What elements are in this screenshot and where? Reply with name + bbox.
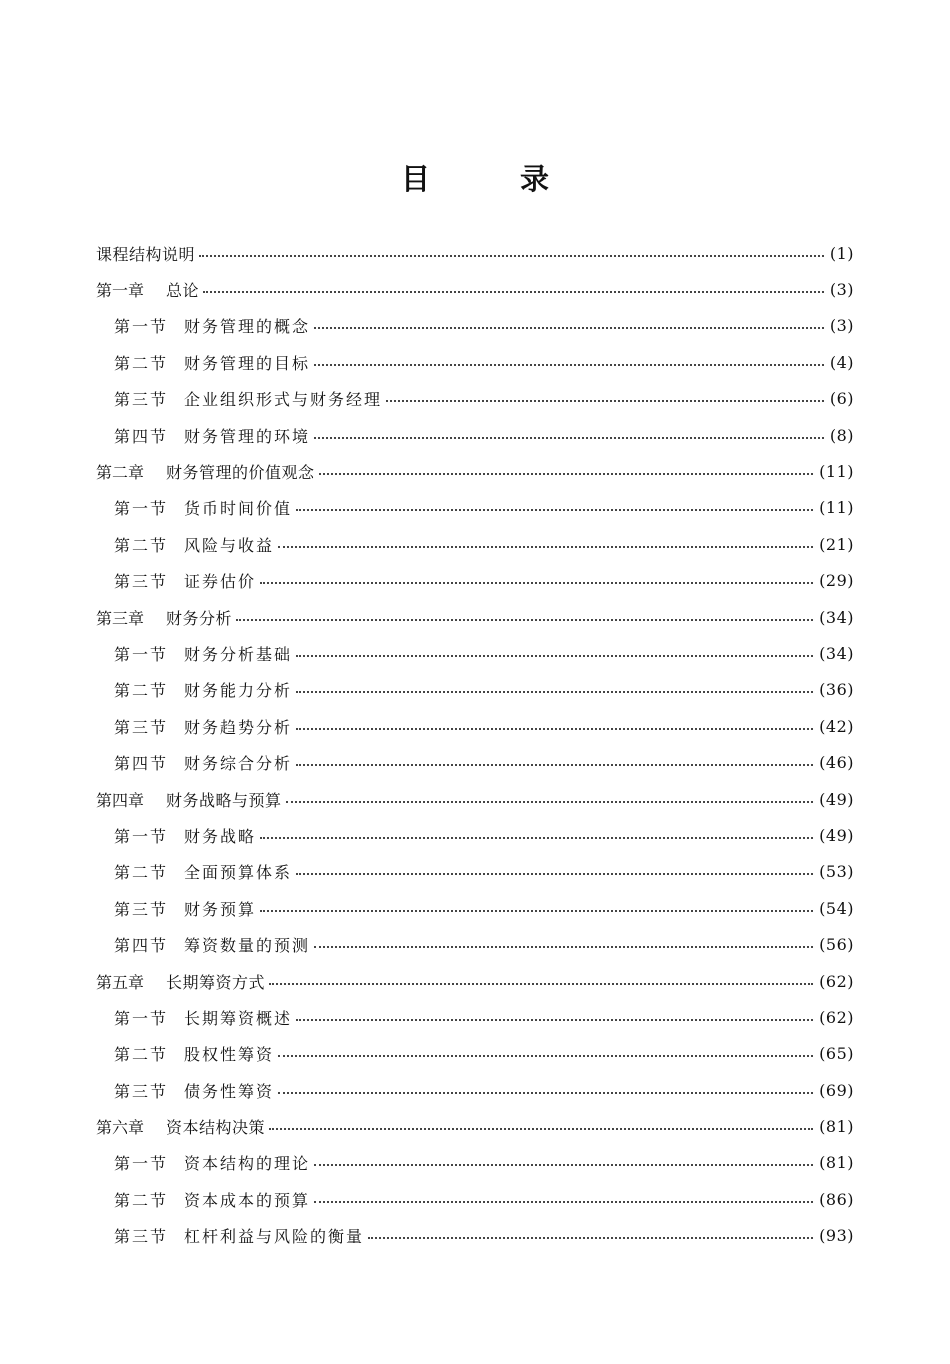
toc-entry-page: (11)	[819, 498, 854, 518]
toc-entry-page: (56)	[819, 935, 854, 955]
toc-entry-title: 总论	[166, 281, 200, 301]
toc-entry-title: 财务能力分析	[184, 681, 293, 701]
toc-entry-title: 财务管理的环境	[184, 426, 311, 446]
toc-entry-title: 财务管理的价值观念	[166, 463, 315, 483]
toc-entry-number: 第二节	[114, 1190, 169, 1210]
toc-section-entry[interactable]	[96, 890, 854, 926]
toc-section-entry[interactable]	[96, 1181, 854, 1217]
toc-entry-page: (46)	[819, 753, 854, 773]
dot-leader	[296, 1018, 813, 1021]
toc-entry-number: 第六章	[96, 1118, 145, 1138]
dot-leader	[286, 800, 814, 803]
toc-entry-title: 财务综合分析	[184, 754, 293, 774]
toc-section-entry[interactable]	[96, 308, 854, 344]
toc-entry-number: 第一章	[96, 281, 145, 301]
dot-leader	[368, 1236, 813, 1239]
toc-entry-page: (3)	[829, 280, 854, 300]
toc-entry-title: 财务分析	[166, 608, 233, 628]
dot-leader	[278, 545, 813, 548]
toc-entry-page: (65)	[819, 1044, 854, 1064]
toc-entry-page: (93)	[819, 1226, 854, 1246]
toc-entry-number: 第一节	[114, 499, 169, 519]
dot-leader	[269, 982, 813, 985]
toc-entry-number: 第一节	[114, 1154, 169, 1174]
dot-leader	[314, 1200, 813, 1203]
toc-entry-title: 股权性筹资	[184, 1045, 275, 1065]
dot-leader	[269, 1127, 813, 1130]
toc-chapter-entry[interactable]	[96, 781, 854, 817]
toc-entry-title: 财务管理的概念	[184, 317, 311, 337]
toc-entry-number: 第二章	[96, 463, 145, 483]
toc-entry-number: 第四节	[114, 426, 169, 446]
toc-entry-page: (3)	[829, 316, 854, 336]
toc-entry-number: 第四节	[114, 936, 169, 956]
dot-leader	[386, 399, 824, 402]
toc-entry-number: 第一节	[114, 826, 169, 846]
toc-entry-number: 第一节	[114, 1008, 169, 1028]
dot-leader	[296, 763, 813, 766]
toc-entry-title: 全面预算体系	[184, 863, 293, 883]
toc-entry-title: 筹资数量的预测	[184, 936, 311, 956]
toc-entry-title: 风险与收益	[184, 535, 275, 555]
dot-leader	[203, 290, 824, 293]
toc-entry-number: 第五章	[96, 972, 145, 992]
toc-entry-page: (81)	[819, 1153, 854, 1173]
toc-section-entry[interactable]	[96, 563, 854, 599]
dot-leader	[260, 836, 813, 839]
toc-entry-page: (86)	[819, 1189, 854, 1209]
toc-section-entry[interactable]	[96, 1036, 854, 1072]
toc-chapter-entry[interactable]	[96, 1108, 854, 1144]
dot-leader	[296, 690, 813, 693]
toc-entry-page: (6)	[829, 389, 854, 409]
toc-entry-number: 第三节	[114, 1081, 169, 1101]
dot-leader	[236, 618, 813, 621]
toc-entry-number: 第三节	[114, 1227, 169, 1247]
toc-chapter-entry[interactable]	[96, 271, 854, 307]
toc-entry-number: 第三节	[114, 390, 169, 410]
dot-leader	[260, 909, 813, 912]
toc-entry-page: (49)	[819, 825, 854, 845]
dot-leader	[314, 436, 824, 439]
toc-entry-title: 债务性筹资	[184, 1081, 275, 1101]
toc-entry-page: (49)	[819, 789, 854, 809]
toc-entry-title: 企业组织形式与财务经理	[184, 390, 383, 410]
toc-chapter-entry[interactable]	[96, 599, 854, 635]
dot-leader	[314, 326, 824, 329]
toc-entry-title: 财务战略	[184, 826, 257, 846]
toc-section-entry[interactable]	[96, 381, 854, 417]
toc-entry-number: 第三节	[114, 899, 169, 919]
toc-entry-title: 货币时间价值	[184, 499, 293, 519]
toc-chapter-entry[interactable]	[96, 453, 854, 489]
toc-chapter-entry[interactable]	[96, 235, 854, 271]
toc-entry-title: 课程结构说明	[96, 244, 196, 264]
toc-entry-number: 第一节	[114, 644, 169, 664]
dot-leader	[314, 945, 813, 948]
dot-leader	[260, 581, 813, 584]
toc-section-entry[interactable]	[96, 926, 854, 962]
toc-section-entry[interactable]	[96, 854, 854, 890]
toc-section-entry[interactable]	[96, 1072, 854, 1108]
toc-entry-page: (34)	[819, 643, 854, 663]
toc-chapter-entry[interactable]	[96, 963, 854, 999]
toc-entry-title: 资本成本的预算	[184, 1190, 311, 1210]
toc-entry-title: 杠杆利益与风险的衡量	[184, 1227, 365, 1247]
toc-entry-page: (34)	[819, 607, 854, 627]
toc-entry-number: 第二节	[114, 863, 169, 883]
toc-entry-page: (4)	[829, 352, 854, 372]
toc-entry-page: (54)	[819, 898, 854, 918]
toc-section-entry[interactable]	[96, 635, 854, 671]
toc-section-entry[interactable]	[96, 490, 854, 526]
dot-leader	[296, 872, 813, 875]
dot-leader	[314, 1163, 813, 1166]
toc-entry-page: (62)	[819, 1007, 854, 1027]
toc-section-entry[interactable]	[96, 417, 854, 453]
toc-entry-title: 财务战略与预算	[166, 790, 282, 810]
toc-section-entry[interactable]	[96, 999, 854, 1035]
toc-entry-number: 第二节	[114, 1045, 169, 1065]
toc-entry-page: (69)	[819, 1080, 854, 1100]
table-of-contents	[96, 235, 854, 1254]
toc-entry-title: 财务分析基础	[184, 644, 293, 664]
toc-section-entry[interactable]	[96, 817, 854, 853]
toc-entry-page: (81)	[819, 1117, 854, 1137]
toc-entry-page: (21)	[819, 534, 854, 554]
toc-entry-number: 第二节	[114, 353, 169, 373]
toc-entry-title: 财务管理的目标	[184, 353, 311, 373]
toc-entry-page: (36)	[819, 680, 854, 700]
toc-entry-page: (42)	[819, 716, 854, 736]
toc-entry-title: 财务预算	[184, 899, 257, 919]
toc-entry-page: (11)	[819, 462, 854, 482]
toc-section-entry[interactable]	[96, 708, 854, 744]
dot-leader	[296, 727, 813, 730]
page-title: 目 录	[400, 162, 590, 196]
toc-entry-page: (53)	[819, 862, 854, 882]
toc-section-entry[interactable]	[96, 744, 854, 780]
dot-leader	[319, 472, 814, 475]
toc-section-entry[interactable]	[96, 672, 854, 708]
toc-entry-number: 第二节	[114, 681, 169, 701]
toc-entry-title: 长期筹资方式	[166, 972, 266, 992]
toc-entry-title: 财务趋势分析	[184, 717, 293, 737]
toc-entry-page: (29)	[819, 571, 854, 591]
dot-leader	[296, 654, 813, 657]
toc-section-entry[interactable]	[96, 344, 854, 380]
dot-leader	[278, 1054, 813, 1057]
dot-leader	[278, 1091, 813, 1094]
dot-leader	[199, 254, 824, 257]
toc-entry-page: (8)	[829, 425, 854, 445]
toc-entry-number: 第三节	[114, 717, 169, 737]
toc-entry-title: 资本结构决策	[166, 1118, 266, 1138]
toc-entry-title: 证券估价	[184, 572, 257, 592]
toc-entry-number: 第一节	[114, 317, 169, 337]
toc-section-entry[interactable]	[96, 1218, 854, 1254]
toc-entry-page: (1)	[829, 243, 854, 263]
toc-entry-number: 第四章	[96, 790, 145, 810]
toc-section-entry[interactable]	[96, 526, 854, 562]
toc-entry-number: 第三节	[114, 572, 169, 592]
toc-entry-number: 第三章	[96, 608, 145, 628]
dot-leader	[314, 363, 824, 366]
toc-entry-title: 长期筹资概述	[184, 1008, 293, 1028]
toc-entry-title: 资本结构的理论	[184, 1154, 311, 1174]
dot-leader	[296, 508, 813, 511]
toc-entry-page: (62)	[819, 971, 854, 991]
toc-section-entry[interactable]	[96, 1145, 854, 1181]
toc-entry-number: 第四节	[114, 754, 169, 774]
toc-entry-number: 第二节	[114, 535, 169, 555]
